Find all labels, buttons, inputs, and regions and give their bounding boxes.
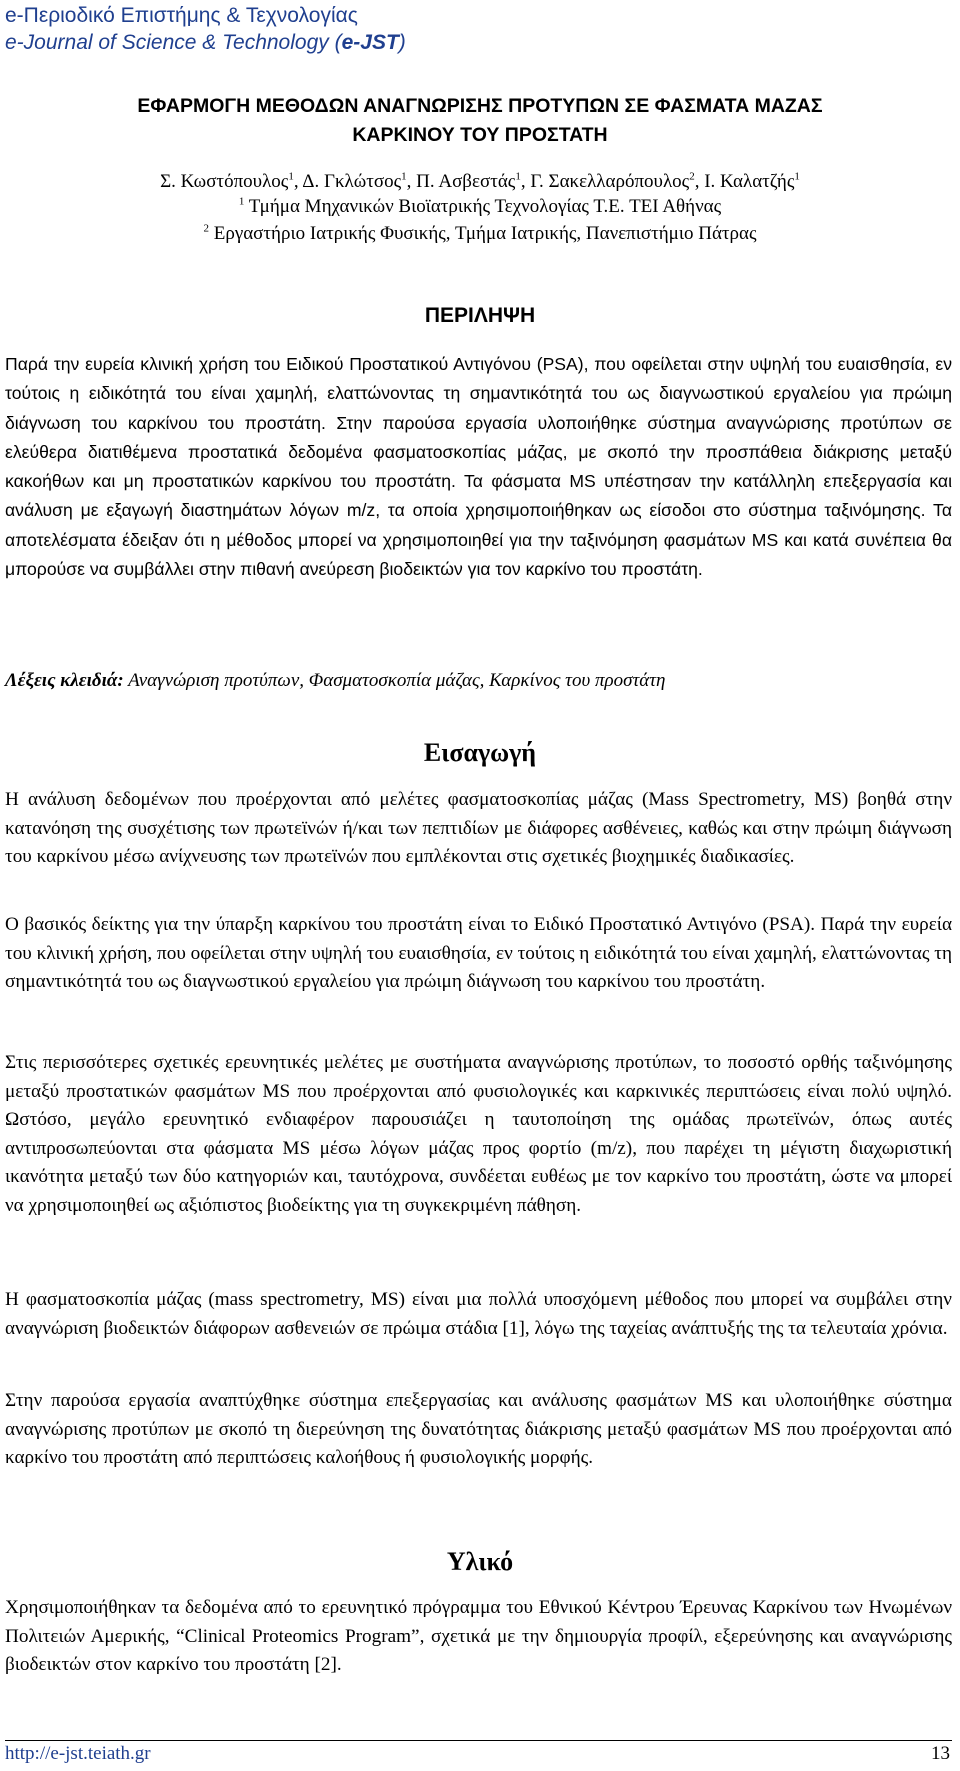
author: Σ. Κωστόπουλος$^1$, <box>160 170 303 192</box>
material-paragraph: Χρησιμοποιήθηκαν τα δεδομένα από το ερευνητικό πρόγραμμα του Εθνικού Κέντρου Έρευνας Καρκίνου των Ηνωμένων Πολιτειών Αμερικής, “Clinical Proteomics Program”, σχετικά με την δημιουργία προφίλ, εξερεύνησης και αναγνώρισης βιοδεικτών στον καρκίνο του προστάτη [2]. <box>5 1597 952 1675</box>
paper-title: ΕΦΑΡΜΟΓΗ ΜΕΘΟΔΩΝ ΑΝΑΓΝΩΡΙΣΗΣ ΠΡΟΤΥΠΩΝ ΣΕ ΦΑΣΜΑΤΑ ΜΑΖΑΣ ΚΑΡΚΙΝΟΥ ΤΟΥ ΠΡΟΣΤΑΤΗ <box>137 95 823 146</box>
journal-abbreviation: e-JST <box>341 31 399 54</box>
intro-paragraph: Η φασματοσκοπία μάζας (mass spectrometry, MS) είναι μια πολλά υποσχόμενη μέθοδος που μπορεί να συμβάλει στην αναγνώριση βιοδεικτών διάφορων ασθενειών σε πρώιμα στάδια [1], λόγω της ταχείας ανάπτυξής της τα τελευταία χρόνια. <box>5 1289 952 1339</box>
section-heading-material: Υλικό <box>446 1547 514 1576</box>
intro-paragraph: Η ανάλυση δεδομένων που προέρχονται από μελέτες φασματοσκοπίας μάζας (Mass Spectrometry, MS) βοηθά στην κατανόηση της συσχέτισης των πρωτεϊνών ή/και των πεπτιδίων με διάφορες ασθένειες, καθώς και στην πρώιμη διάγνωση του καρκίνου μέσω ανίχνευσης των πρωτεϊνών που εμπλέκονται στις σχετικές βιοχημικές διαδικασίες. <box>5 789 952 867</box>
author: Ι. Καλατζής$^1$ <box>704 170 800 192</box>
footer-divider <box>5 1740 952 1741</box>
author: Δ. Γκλώτσος$^1$, <box>302 170 417 192</box>
intro-paragraph: Στις περισσότερες σχετικές ερευνητικές μελέτες με συστήματα αναγνώρισης προτύπων, το ποσοστό ορθής ταξινόμησης μεταξύ προστατικών φασμάτων MS που προέρχονται από φυσιολογικές και καρκινικές περιπτώσεις είναι πολύ υψηλό. Ωστόσο, μεγάλο ερευνητικό ενδιαφέρον παρουσιάζει η ταυτοποίηση της ομάδας πρωτεϊνών, όπως αυτές αντιπροσωπεύονται στα φάσματα MS μέσω λόγων μάζας προς φορτίο (m/z), που παρέχει τη μέγιστη διαχωριστική ικανότητα μεταξύ των δύο κατηγοριών και, ταυτόχρονα, συνδέεται ευθέως με τον καρκίνο του προστάτη, ώστε να μπορεί να χρησιμοποιηθεί ως αξιόπιστος βιοδείκτης για τη συγκεκριμένη πάθηση. <box>5 1052 952 1216</box>
journal-title-english: e-Journal of Science & Technology (e-JST) <box>5 31 406 54</box>
author: Γ. Σακελλαρόπουλος$^2$, <box>530 170 705 192</box>
affiliation-2: $^2$ Εργαστήριο Ιατρικής Φυσικής, Τμήμα Ιατρικής, Πανεπιστήμιο Πάτρας <box>203 222 757 244</box>
section-heading-introduction: Εισαγωγή <box>423 738 537 767</box>
abstract-heading: ΠΕΡΙΛΗΨΗ <box>424 304 536 327</box>
footer-url[interactable]: http://e-jst.teiath.gr <box>5 1743 151 1764</box>
author-list <box>0 170 960 194</box>
keywords <box>5 670 952 692</box>
affiliation-1: $^1$ Τμήμα Μηχανικών Βιοϊατρικής Τεχνολογίας Τ.Ε. ΤΕΙ Αθήνας <box>238 195 722 217</box>
keywords-text: Αναγνώριση προτύπων, Φασματοσκοπία μάζας, Καρκίνος του προστάτη <box>128 670 666 691</box>
author: Π. Ασβεστάς$^1$, <box>416 170 531 192</box>
abstract-text: Παρά την ευρεία κλινική χρήση του Ειδικού Προστατικού Αντιγόνου (PSA), που οφείλεται στην υψηλή του ευαισθησία, εν τούτοις η ειδικότητά του είναι χαμηλή, ελαττώνοντας τη σημαντικότητά του ως διαγνωστικού εργαλείου για πρώιμη διάγνωση του καρκίνου του προστάτη. Στην παρούσα εργασία υλοποιήθηκε σύστημα αναγνώρισης προτύπων σε ελεύθερα διατιθέμενα προστατικά δεδομένα φασματοσκοπίας μάζας, με σκοπό την προσπάθεια διάκρισης μεταξύ κακοήθων και μη προστατικών καρκίνου του προστάτη. Τα φάσματα MS υπέστησαν την κατάλληλη επεξεργασία και ανάλυση με εξαγωγή διαστημάτων λόγων m/z, τα οποία χρησιμοποιήθηκαν ως είσοδοι στο σύστημα ταξινόμησης. Τα αποτελέσματα έδειξαν ότι η μέθοδος μπορεί να χρησιμοποιηθεί για την ταξινόμηση φασμάτων MS και κατά συνέπεια θα μπορούσε να συμβάλλει στην πιθανή ανεύρεση βιοδεικτών για τον καρκίνο του προστάτη. <box>5 354 952 580</box>
keywords-label: Λέξεις κλειδιά: <box>5 670 124 691</box>
intro-paragraph: Ο βασικός δείκτης για την ύπαρξη καρκίνου του προστάτη είναι το Ειδικό Προστατικό Αντιγόνο (PSA). Παρά την ευρεία του κλινική χρήση, που οφείλεται στην υψηλή του ευαισθησία, εν τούτοις η ειδικότητά του είναι χαμηλή, ελαττώνοντας τη σημαντικότητά του ως διαγνωστικού εργαλείου για πρώιμη διάγνωση του καρκίνου του προστάτη. <box>5 914 952 992</box>
intro-paragraph: Στην παρούσα εργασία αναπτύχθηκε σύστημα επεξεργασίας και ανάλυσης φασμάτων MS και υλοποιήθηκε σύστημα αναγνώρισης προτύπων με σκοπό τη διερεύνηση της δυνατότητας διάκρισης μεταξύ φασμάτων MS που προέρχονται από καρκίνο του προστάτη από περιπτώσεις καλοήθους ή φυσιολογικής μορφής. <box>5 1390 952 1468</box>
journal-header <box>5 2 406 56</box>
journal-title-greek: e-Περιοδικό Επιστήμης & Τεχνολογίας <box>5 4 358 27</box>
page-number: 13 <box>931 1743 950 1764</box>
